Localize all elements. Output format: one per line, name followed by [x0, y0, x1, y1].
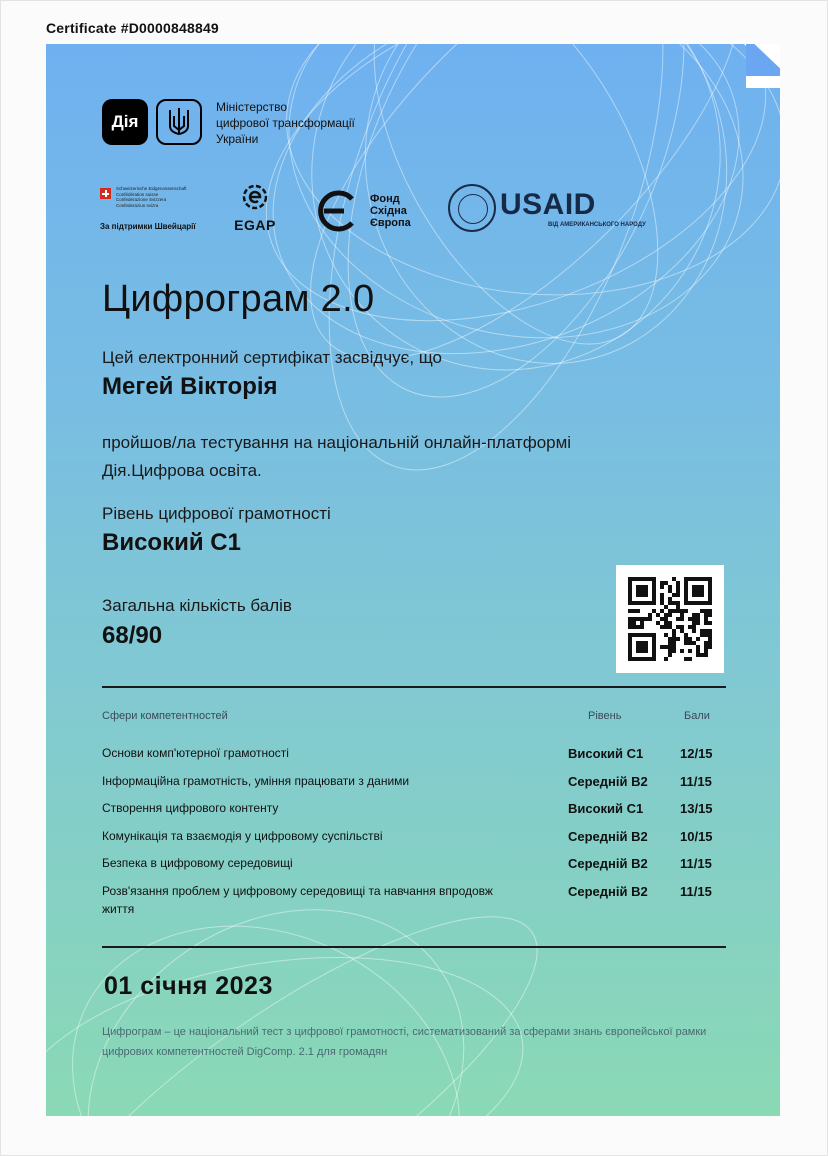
row-level: Високий С1 — [568, 746, 644, 761]
ministry-line: цифрової трансформації — [216, 116, 355, 130]
ministry-name — [216, 99, 416, 147]
row-score: 13/15 — [680, 801, 713, 816]
intro-text: Цей електронний сертифікат засвідчує, що — [102, 348, 443, 367]
swiss-flag-icon — [100, 188, 111, 199]
row-level: Високий С1 — [568, 801, 644, 816]
fund-eastern-europe-logo — [314, 189, 424, 237]
row-level: Середній В2 — [568, 828, 648, 844]
certificate-number: Certificate #D0000848849 — [46, 20, 219, 36]
table-row — [102, 772, 726, 800]
passed-text — [102, 429, 702, 485]
row-level: Середній В2 — [568, 773, 648, 789]
swiss-support-text: За підтримки Швейцарії — [100, 222, 196, 231]
table-row — [102, 882, 726, 918]
qr-code-icon — [628, 577, 712, 661]
fund-line: Фонд — [370, 193, 400, 205]
swiss-line: Schweizerische Eidgenossenschaft — [116, 186, 187, 191]
trident-icon — [156, 99, 202, 145]
row-level: Середній В2 — [568, 883, 648, 899]
fund-line: Східна — [370, 205, 407, 217]
fund-line: Європа — [370, 217, 411, 229]
score-label: Загальна кількість балів — [102, 596, 292, 615]
level-value: Високий С1 — [102, 529, 241, 556]
row-area: Інформаційна грамотність, уміння працювати з даними — [102, 773, 410, 788]
fund-text — [370, 193, 411, 229]
table-row — [102, 827, 726, 855]
row-level: Середній В2 — [568, 856, 648, 871]
score-value: 68/90 — [102, 622, 163, 649]
egap-emblem-icon — [240, 182, 270, 212]
ministry-line: України — [216, 132, 259, 146]
header-score: Бали — [684, 710, 710, 722]
issue-date: 01 січня 2023 — [104, 972, 273, 1000]
passed-line: Дія.Цифрова освіта. — [102, 461, 262, 480]
row-score: 11/15 — [680, 883, 712, 899]
usaid-text: USAID — [500, 188, 596, 221]
egap-text: EGAP — [234, 217, 276, 233]
swiss-confederation-text — [116, 186, 206, 208]
footnote: Цифрограм – це національний тест з цифрової грамотності, систематизований за сферами знань європейської рамки цифрових компетентностей DigComp. 2.1 для громадян — [102, 1026, 707, 1058]
divider — [102, 946, 726, 948]
usaid-logo — [448, 184, 646, 238]
row-score: 12/15 — [680, 746, 713, 761]
row-area: Розв'язання проблем у цифровому середовищі та навчання впродовж життя — [102, 883, 493, 916]
row-area: Створення цифрового контенту — [102, 801, 279, 815]
row-area: Основи комп'ютерної грамотності — [102, 746, 289, 760]
divider — [102, 686, 726, 688]
row-area: Безпека в цифровому середовищі — [102, 856, 293, 870]
row-score: 11/15 — [680, 773, 712, 789]
competence-table — [102, 744, 726, 918]
row-area: Комунікація та взаємодія у цифровому суспільстві — [102, 828, 383, 843]
ministry-line: Міністерство — [216, 100, 288, 114]
swiss-line: Confédération suisse — [116, 191, 159, 197]
swiss-line: Confederaziun svizra — [116, 202, 159, 208]
recipient-name: Мегей Вікторія — [102, 373, 278, 400]
table-header — [102, 710, 726, 726]
swiss-line: Confederazione Svizzera — [116, 197, 167, 202]
corner-fold-icon — [736, 44, 780, 88]
egap-logo — [230, 182, 280, 233]
certificate — [46, 44, 780, 1116]
usaid-seal-icon — [448, 184, 496, 232]
table-row — [102, 854, 726, 882]
diia-logo: Дія — [102, 99, 148, 145]
row-score: 10/15 — [680, 828, 713, 844]
level-label: Рівень цифрової грамотності — [102, 504, 331, 523]
usaid-subtitle: ВІД АМЕРИКАНСЬКОГО НАРОДУ — [548, 222, 646, 228]
row-score: 11/15 — [680, 856, 712, 871]
header-area: Сфери компетентностей — [102, 710, 228, 722]
table-row — [102, 744, 726, 772]
certificate-title: Цифрограм 2.0 — [102, 278, 375, 320]
passed-line: пройшов/ла тестування на національній онлайн-платформі — [102, 433, 572, 452]
fund-emblem-icon — [314, 189, 358, 233]
table-row — [102, 799, 726, 827]
qr-code[interactable] — [616, 565, 724, 673]
header-level: Рівень — [588, 710, 622, 722]
